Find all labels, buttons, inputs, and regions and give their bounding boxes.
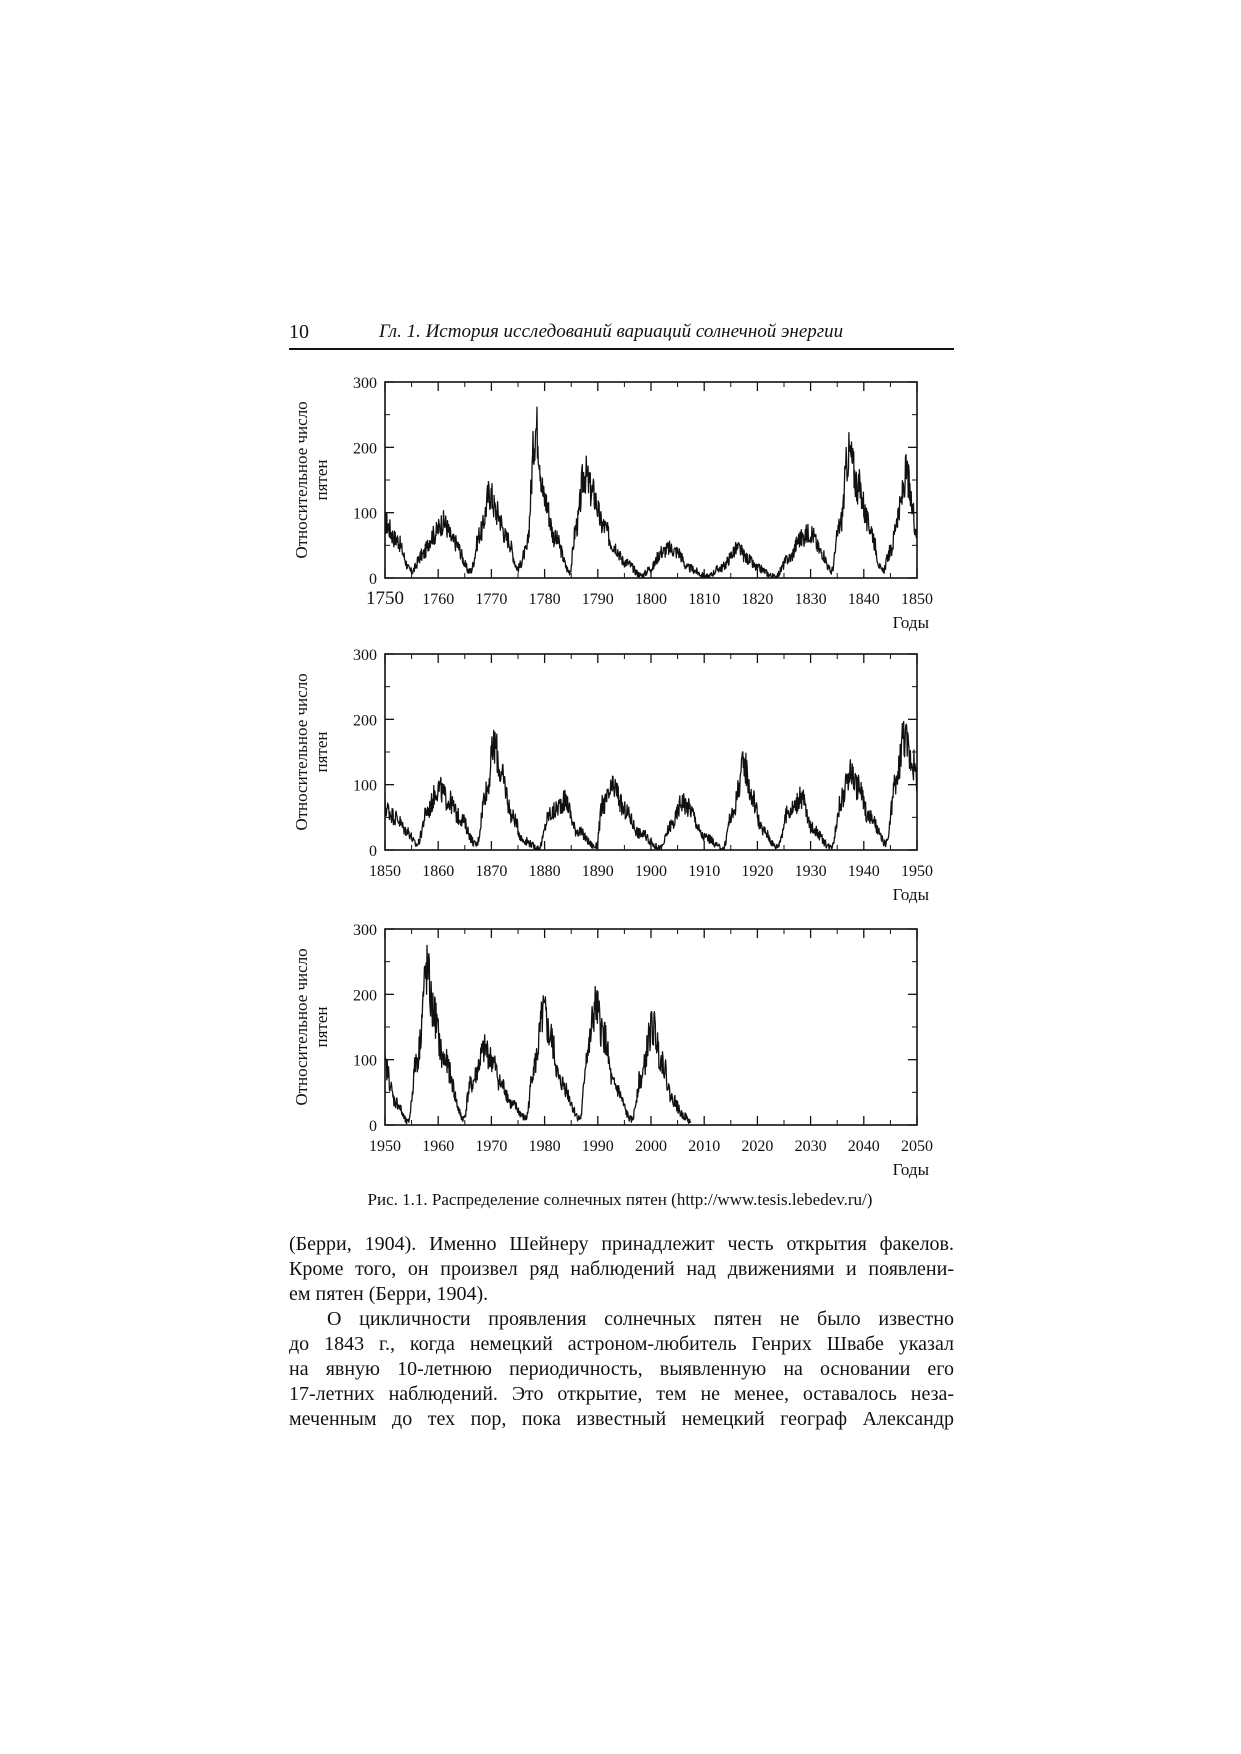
text-line: до 1843 г., когда немецкий астроном-любитель Генрих Швабе указал (289, 1333, 954, 1355)
x-tick-label: 1880 (528, 863, 561, 880)
chart-svg (289, 915, 969, 1195)
y-axis-label: Относительное число (292, 948, 311, 1106)
y-tick-label: 200 (353, 712, 377, 730)
x-tick-label: 1780 (528, 591, 561, 608)
x-tick-label: 1850 (369, 863, 401, 880)
figure-caption: Рис. 1.1. Распределение солнечных пятен (http://www.tesis.lebedev.ru/) (367, 1190, 873, 1209)
plot-frame (385, 382, 917, 578)
x-tick-label: 1860 (422, 863, 455, 880)
x-tick-label: 1810 (688, 591, 721, 608)
x-tick-label: 1830 (794, 591, 827, 608)
y-tick-label: 100 (353, 505, 377, 523)
x-tick-label: 1980 (528, 1138, 561, 1155)
x-tick-label: 1850 (901, 591, 933, 608)
sunspot-chart-1750-1850 (289, 368, 969, 638)
y-tick-label: 0 (369, 571, 377, 588)
y-tick-label: 0 (369, 843, 377, 860)
y-tick-label: 300 (353, 922, 377, 939)
x-tick-label: 1820 (741, 591, 774, 608)
sunspot-series-line (385, 945, 691, 1123)
x-tick-label: 1790 (581, 591, 614, 608)
x-tick-label: 1950 (369, 1138, 401, 1155)
text-line: на явную 10-летнюю периодичность, выявленную на основании его (289, 1358, 954, 1380)
x-tick-label: 2040 (847, 1138, 880, 1155)
chart-svg (289, 368, 969, 648)
x-tick-label: 1940 (847, 863, 880, 880)
y-tick-label: 300 (353, 647, 377, 664)
sunspot-chart-1850-1950 (289, 640, 969, 915)
running-header (289, 320, 954, 350)
x-tick-label: 1750 (366, 588, 404, 609)
chart-svg (289, 640, 969, 920)
x-axis-label: Годы (892, 613, 929, 632)
text-line: ем пятен (Берри, 1904). (289, 1283, 489, 1305)
y-tick-label: 100 (353, 777, 377, 795)
sunspot-series-line (385, 407, 917, 578)
text-line: Кроме того, он произвел ряд наблюдений над движениями и появлени- (289, 1258, 954, 1280)
x-tick-label: 1890 (581, 863, 614, 880)
x-tick-label: 2000 (635, 1138, 667, 1155)
x-tick-label: 1760 (422, 591, 455, 608)
text-line: меченным до тех пор, пока известный немецкий географ Александр (289, 1408, 954, 1430)
y-tick-label: 200 (353, 987, 377, 1005)
x-tick-label: 2020 (741, 1138, 774, 1155)
y-axis-label: Относительное число (292, 401, 311, 559)
running-title: Гл. 1. История исследований вариаций солнечной энергии (379, 321, 844, 342)
sunspot-chart-1950-2050 (289, 915, 969, 1195)
x-axis-label: Годы (892, 1160, 929, 1179)
y-tick-label: 300 (353, 375, 377, 392)
y-axis-label: пятен (312, 459, 331, 501)
y-axis-label: пятен (312, 1006, 331, 1048)
x-tick-label: 1870 (475, 863, 508, 880)
x-tick-label: 2010 (688, 1138, 721, 1155)
x-tick-label: 2050 (901, 1138, 933, 1155)
x-tick-label: 1950 (901, 863, 933, 880)
text-line: 17-летних наблюдений. Это открытие, тем не менее, оставалось неза- (289, 1383, 954, 1405)
x-tick-label: 1990 (581, 1138, 614, 1155)
y-axis-label: Относительное число (292, 673, 311, 831)
page-number: 10 (289, 321, 309, 343)
y-tick-label: 200 (353, 440, 377, 458)
sunspot-series-line (385, 722, 917, 851)
x-tick-label: 1910 (688, 863, 721, 880)
text-line: (Берри, 1904). Именно Шейнеру принадлежит честь открытия факелов. (289, 1233, 954, 1255)
x-tick-label: 1800 (635, 591, 667, 608)
y-tick-label: 0 (369, 1118, 377, 1135)
x-tick-label: 1970 (475, 1138, 508, 1155)
body-text (289, 1232, 954, 1432)
x-tick-label: 1840 (847, 591, 880, 608)
x-tick-label: 1920 (741, 863, 774, 880)
x-tick-label: 1770 (475, 591, 508, 608)
x-tick-label: 1900 (635, 863, 667, 880)
x-tick-label: 1960 (422, 1138, 455, 1155)
x-axis-label: Годы (892, 885, 929, 904)
x-tick-label: 1930 (794, 863, 827, 880)
paragraph-first-line: О цикличности проявления солнечных пятен не было известно (327, 1308, 954, 1330)
x-tick-label: 2030 (794, 1138, 827, 1155)
y-tick-label: 100 (353, 1052, 377, 1070)
y-axis-label: пятен (312, 731, 331, 773)
